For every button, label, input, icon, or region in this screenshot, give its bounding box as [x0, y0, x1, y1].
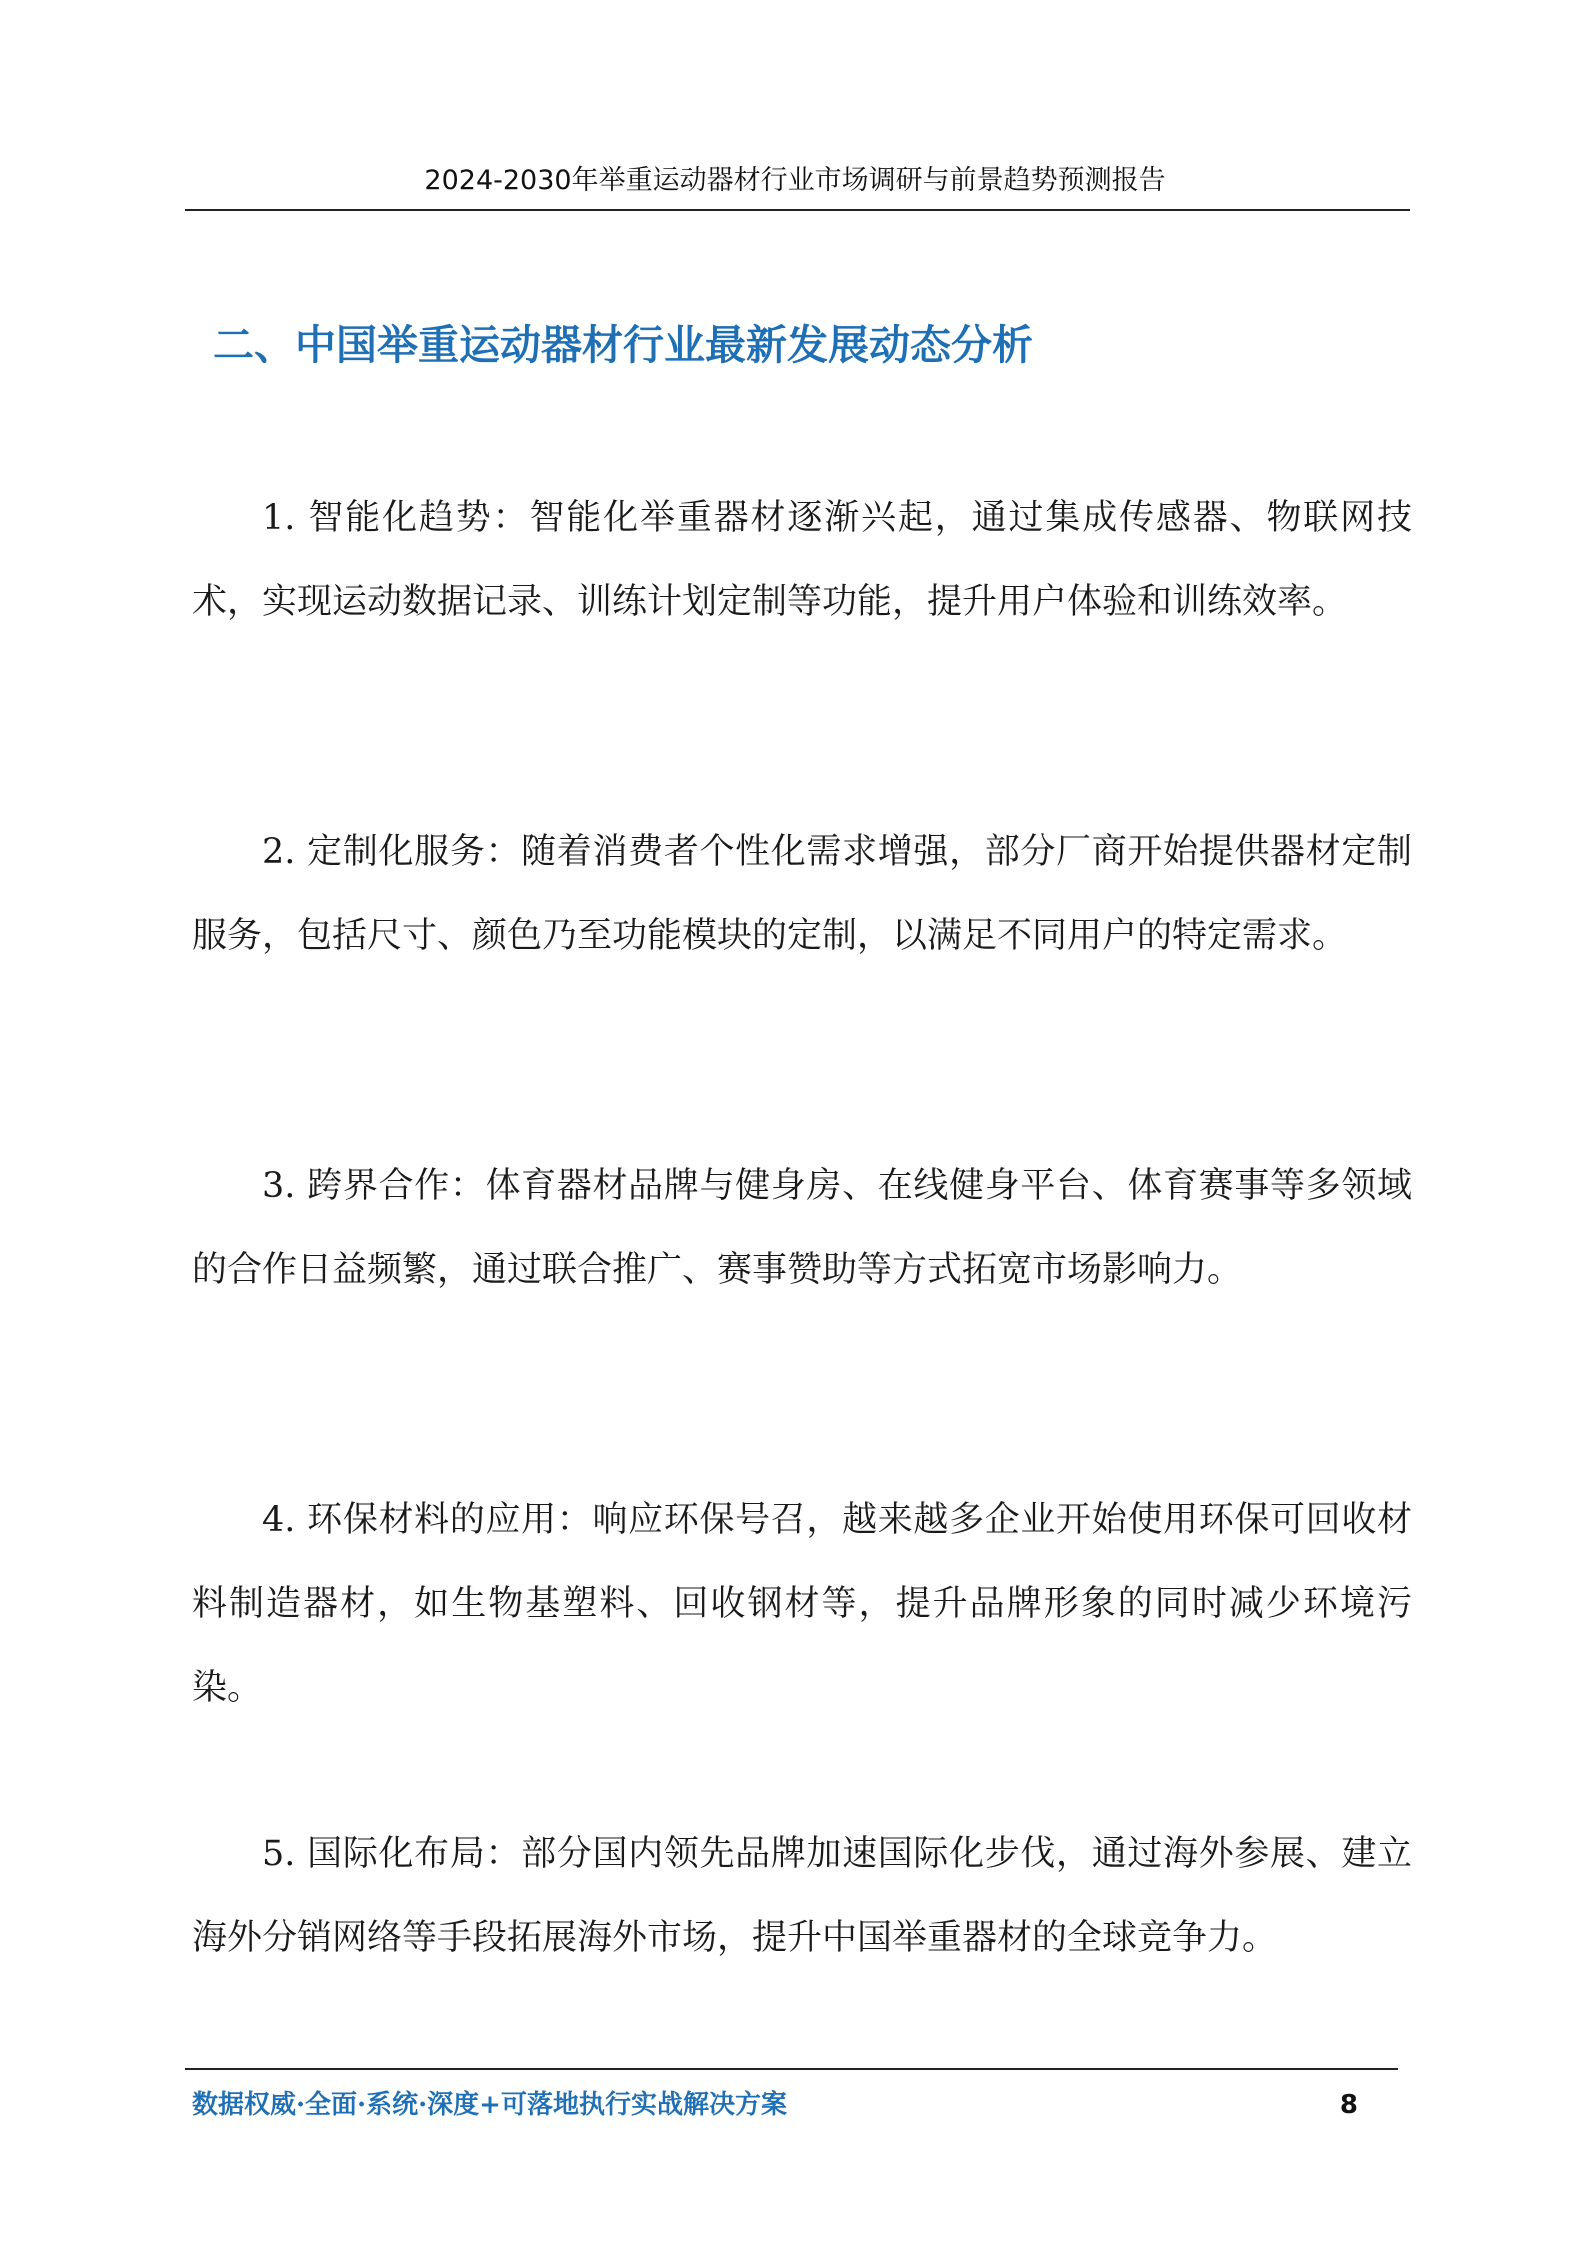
- paragraph-2: 2. 定制化服务：随着消费者个性化需求增强，部分厂商开始提供器材定制服务，包括尺寸、颜色乃至功能模块的定制，以满足不同用户的特定需求。: [192, 832, 1412, 956]
- page-number: 8: [1339, 2090, 1358, 2120]
- footer-slogan: 数据权威·全面·系统·深度+可落地执行实战解决方案: [192, 2090, 787, 2120]
- paragraph-3: 3. 跨界合作：体育器材品牌与健身房、在线健身平台、体育赛事等多领域的合作日益频繁，通过联合推广、赛事赞助等方式拓宽市场影响力。: [192, 1166, 1412, 1290]
- paragraph-4: 4. 环保材料的应用：响应环保号召，越来越多企业开始使用环保可回收材料制造器材，如生物基塑料、回收钢材等，提升品牌形象的同时减少环境污染。: [192, 1500, 1412, 1708]
- page-header-title: 2024-2030年举重运动器材行业市场调研与前景趋势预测报告: [424, 165, 1166, 196]
- footer-divider: [185, 2068, 1398, 2070]
- section-title: 二、中国举重运动器材行业最新发展动态分析: [213, 321, 1033, 369]
- paragraph-5: 5. 国际化布局：部分国内领先品牌加速国际化步伐，通过海外参展、建立海外分销网络等手段拓展海外市场，提升中国举重器材的全球竞争力。: [192, 1834, 1412, 1958]
- paragraph-1: 1. 智能化趋势：智能化举重器材逐渐兴起，通过集成传感器、物联网技术，实现运动数据记录、训练计划定制等功能，提升用户体验和训练效率。: [192, 498, 1412, 622]
- header-divider: [185, 209, 1410, 211]
